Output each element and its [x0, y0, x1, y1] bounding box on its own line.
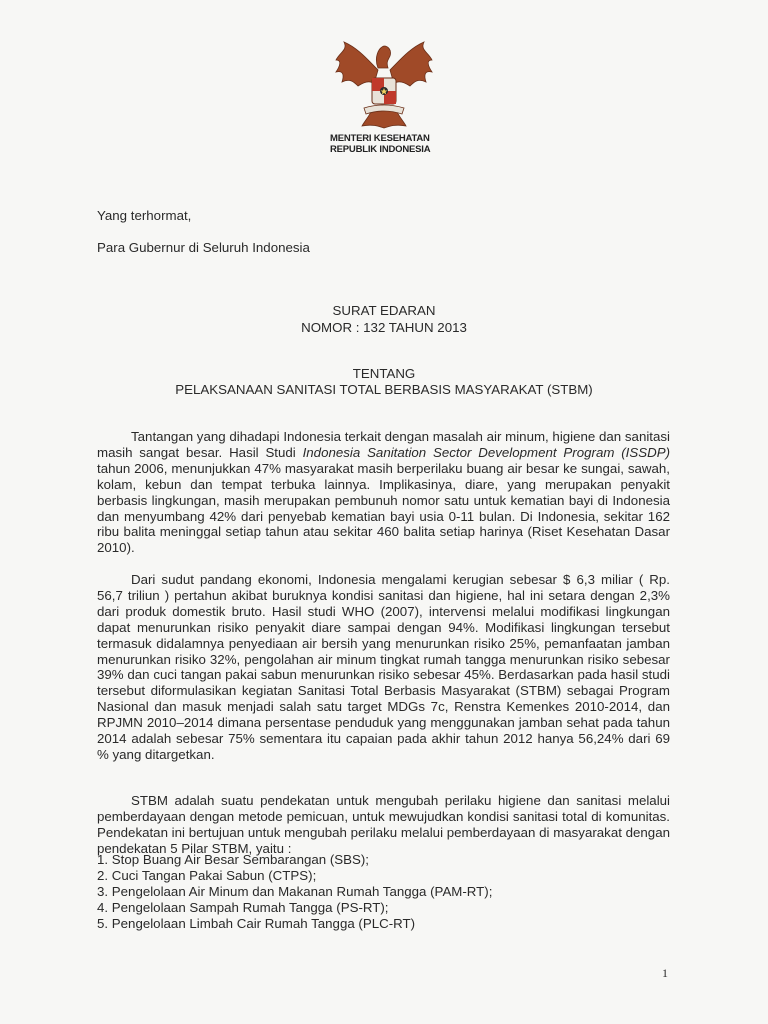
list-item: 5. Pengelolaan Limbah Cair Rumah Tangga (PLC-RT)	[97, 915, 416, 931]
recipient: Para Gubernur di Seluruh Indonesia	[97, 240, 310, 255]
title-tentang: TENTANG	[352, 366, 416, 381]
paragraph-3	[97, 793, 670, 857]
page-number: 1	[662, 966, 668, 980]
ministry-line-2: REPUBLIK INDONESIA	[330, 144, 431, 155]
salutation: Yang terhormat,	[97, 208, 192, 223]
pillar-list	[97, 852, 670, 932]
ministry-header	[330, 133, 450, 155]
paragraph-2	[97, 572, 670, 763]
title-surat-edaran: SURAT EDARAN	[332, 303, 436, 318]
ministry-line-1: MENTERI KESEHATAN	[330, 133, 430, 144]
list-item: 2. Cuci Tangan Pakai Sabun (CTPS);	[97, 867, 317, 883]
paragraph-1-program-name: Indonesia Sanitation Sector Development Program (ISSDP)	[302, 444, 670, 460]
paragraph-1-text-a: Tantangan yang dihadapi Indonesia terkait dengan masalah air minum, higiene dan sanitasi masih sangat besar. Hasil Studi	[97, 429, 670, 460]
title-nomor: NOMOR : 132 TAHUN 2013	[301, 320, 467, 335]
list-item: 4. Pengelolaan Sampah Rumah Tangga (PS-RT);	[97, 899, 389, 915]
list-item: 3. Pengelolaan Air Minum dan Makanan Rumah Tangga (PAM-RT);	[97, 883, 493, 899]
paragraph-2-text: Dari sudut pandang ekonomi, Indonesia mengalami kerugian sebesar $ 6,3 miliar ( Rp. 56,7 triliun ) pertahun akibat buruknya kondisi sanitasi dan higiene, hal ini setara dengan 2,3% dari produk domestik bruto. Hasil studi WHO (2007), intervensi melalui modifikasi lingkungan dapat menurunkan risiko penyakit diare sampai dengan 94%. Modifikasi lingkungan tersebut termasuk didalamnya penyediaan air bersih yang menurunkan risiko 25%, pemanfaatan jamban menurunkan risiko 32%, pengolahan air minum tingkat rumah tangga menurunkan risiko sebesar 39% dan cuci tangan pakai sabun menurunkan risiko sebesar 45%. Berdasarkan pada hasil studi tersebut diformulasikan kegiatan Sanitasi Total Berbasis Masyarakat (STBM) sebagai Program Nasional dan masuk menjadi salah satu target MDGs 7c, Renstra Kemenkes 2010-2014, dan RPJMN 2010–2014 dimana persentase penduduk yang menggunakan jamban sehat pada tahun 2014 adalah sebesar 75% sementara itu capaian pada akhir tahun 2012 hanya 56,24% dari 69 % yang ditargetkan.	[97, 572, 670, 762]
garuda-emblem-icon	[328, 30, 440, 130]
paragraph-1	[97, 429, 670, 556]
paragraph-1-text-c: tahun 2006, menunjukkan 47% masyarakat masih berperilaku buang air besar ke sungai, sawah, kolam, kebun dan tempat terbuka lainnya. Implikasinya, diare, yang merupakan penyakit berbasis lingkungan, masih merupakan pembunuh nomor satu untuk kematian bayi di Indonesia dan menyumbang 42% dari penyebab kematian bayi usia 0-11 bulan. Di Indonesia, sekitar 162 ribu balita meninggal setiap tahun atau sekitar 460 balita setiap harinya (Riset Kesehatan Dasar 2010).	[97, 460, 670, 556]
list-item: 1. Stop Buang Air Besar Sembarangan (SBS);	[97, 852, 370, 867]
title-subject: PELAKSANAAN SANITASI TOTAL BERBASIS MASYARAKAT (STBM)	[175, 382, 593, 397]
paragraph-3-text: STBM adalah suatu pendekatan untuk mengubah perilaku higiene dan sanitasi melalui pemberdayaan dengan metode pemicuan, untuk mewujudkan kondisi sanitasi total di komunitas. Pendekatan ini bertujuan untuk mengubah perilaku melalui pemberdayaan di masyarakat dengan pendekatan 5 Pilar STBM, yaitu :	[97, 793, 670, 856]
